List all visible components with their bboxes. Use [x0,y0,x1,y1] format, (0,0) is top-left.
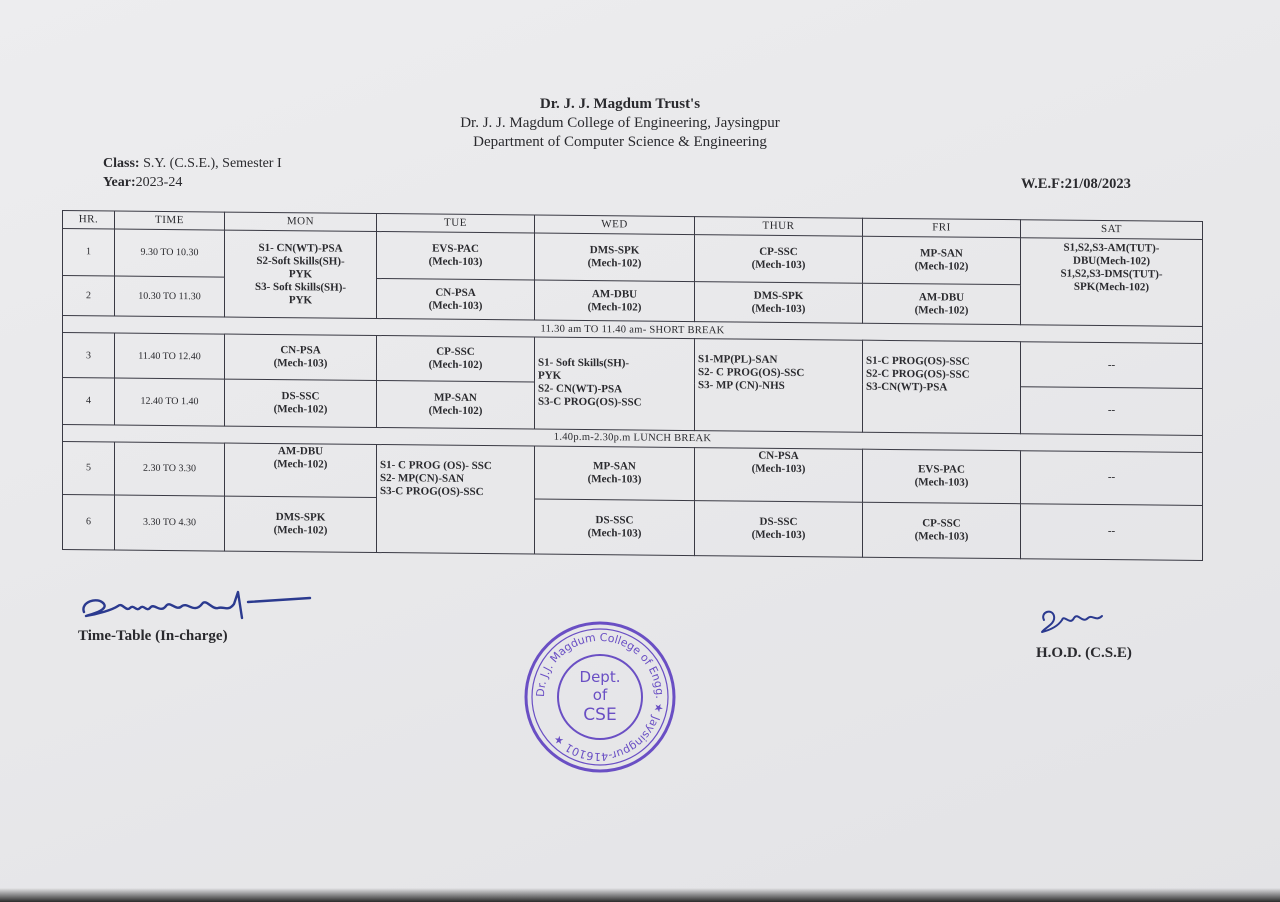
cell-line: CN-PSA [280,344,321,357]
cell-line: EVS-PAC [918,462,965,476]
table-row [63,494,1203,560]
cell-line: (Mech-103) [914,475,969,489]
time-cell: 11.40 TO 12.40 [115,333,225,379]
cell-line: (Mech-102) [428,404,483,417]
wed-slot-2 [535,280,695,322]
cell-line: DMS-SPK [589,244,640,257]
thur-slot-6 [695,500,863,557]
trust-name: Dr. J. J. Magdum Trust's [539,96,701,112]
cell-line: CN-PSA [758,449,799,462]
handwritten-signature-icon [78,584,318,626]
cell-line: SPK(Mech-102) [1073,280,1150,294]
cell-line: CP-SSC [922,517,961,530]
fri-slot-3-4 [863,340,1021,433]
fri-slot-1 [863,236,1021,284]
cell-line: AM-DBU [918,290,965,304]
time-cell: 2.30 TO 3.30 [115,442,225,496]
time-cell: 12.40 TO 1.40 [115,378,225,426]
sat-slot-5: -- [1021,450,1203,505]
cell-line: S1-MP(PL)-SAN [698,353,778,367]
thur-slot-1 [695,235,863,283]
time-cell: 9.30 TO 10.30 [115,229,225,277]
col-hr: HR. [63,211,115,230]
stamp-center-line: of [592,686,608,704]
hr-cell: 5 [63,441,115,495]
tue-slot-1 [377,232,535,280]
hod-signature-block [1036,606,1132,662]
class-line [103,154,282,173]
cell-line: (Mech-103) [751,302,806,315]
tue-slot-2 [377,278,535,320]
cell-line: (Mech-102) [587,256,642,270]
cell-line: (Mech-103) [587,472,642,486]
class-label: Class: [103,156,140,171]
sat-slot-1-2 [1021,238,1203,327]
cell-line: S2-Soft Skills(SH)- [256,254,345,268]
thur-slot-2 [695,281,863,323]
cell-line: (Mech-103) [273,357,328,370]
cell-line: S2- CN(WT)-PSA [538,382,623,396]
cell-line: S1- Soft Skills(SH)- [538,356,630,370]
cell-line: DMS-SPK [275,510,326,524]
cell-line: (Mech-102) [428,358,483,372]
mon-slot-4 [225,379,377,427]
class-info [103,154,282,192]
timetable-incharge-signature-block [78,584,318,645]
sat-slot-3: -- [1021,342,1203,388]
col-sat: SAT [1021,220,1203,240]
year-line [103,173,282,192]
class-value: S.Y. (C.S.E.), Semester I [139,156,282,171]
hr-cell: 4 [63,377,115,424]
tue-slot-5-6 [377,444,535,554]
fri-slot-6 [863,502,1021,559]
cell-line: AM-DBU [591,287,638,301]
cell-line: (Mech-103) [751,258,806,272]
cell-line: CP-SSC [436,345,475,358]
wed-slot-5 [535,446,695,501]
stamp-center-line: CSE [583,705,617,725]
cell-line: (Mech-103) [428,299,483,312]
wed-slot-1 [535,233,695,281]
time-cell: 3.30 TO 4.30 [115,495,225,551]
cell-line: EVS-PAC [432,242,479,255]
cell-line: MP-SAN [593,459,636,473]
timetable-incharge-label: Time-Table (In-charge) [78,628,228,644]
cell-line: S3- Soft Skills(SH)- [254,280,347,294]
wed-slot-6 [535,499,695,556]
year-value: 2023-24 [135,175,183,190]
hod-signature-icon [1036,606,1112,636]
cell-line: (Mech-103) [428,255,483,268]
cell-line: S2- MP(CN)-SAN [380,471,465,485]
mon-slot-6 [225,496,377,553]
cell-line: S1,S2,S3-AM(TUT)- [1063,241,1160,255]
bottom-shadow [0,888,1280,902]
sat-slot-6: -- [1021,503,1203,560]
sat-slot-4: -- [1021,387,1203,435]
mon-slot-3 [225,334,377,380]
short-break: 11.30 am TO 11.40 am- SHORT BREAK [63,316,1203,344]
cell-line: (Mech-103) [751,462,806,475]
fri-slot-5 [863,449,1021,504]
col-tue: TUE [377,214,535,234]
hr-cell: 3 [63,333,115,378]
wef-date: W.E.F:21/08/2023 [1021,176,1131,192]
cell-line: (Mech-103) [751,528,806,541]
cell-line: S2-C PROG(OS)-SSC [866,367,970,381]
cell-line: (Mech-102) [273,402,328,416]
mon-slot-5 [225,443,377,498]
hr-cell: 1 [63,229,115,276]
lunch-break: 1.40p.m-2.30p.m LUNCH BREAK [63,424,1203,452]
stamp-ring-text: Dr. J.J. Magdum College of Engg. ★ Jaysingpur-416101 ★ [533,630,667,764]
cell-line: CN-PSA [435,286,476,299]
cell-line: MP-SAN [920,247,963,260]
cell-line: (Mech-103) [914,530,969,543]
hr-cell: 2 [63,275,115,316]
department-name: Department of Computer Science & Engineering [473,134,767,150]
cell-line: PYK [288,267,313,281]
cell-line: DS-SSC [759,515,798,528]
wed-slot-3-4 [535,337,695,430]
cell-line: S1,S2,S3-DMS(TUT)- [1060,267,1163,281]
col-wed: WED [535,215,695,235]
cell-line: S2- C PROG(OS)-SSC [698,366,805,380]
cell-line: (Mech-102) [914,260,969,273]
col-mon: MON [225,212,377,232]
year-label: Year: [103,175,136,190]
college-name: Dr. J. J. Magdum College of Engineering, Jaysingpur [460,115,780,131]
cell-line: S3-CN(WT)-PSA [866,380,948,394]
timetable [62,210,1203,561]
col-thur: THUR [695,217,863,237]
hod-label: H.O.D. (C.S.E) [1036,645,1132,661]
cell-line: (Mech-102) [914,303,969,317]
cell-line: DBU(Mech-102) [1073,254,1150,268]
time-cell: 10.30 TO 11.30 [115,276,225,317]
cell-line: (Mech-102) [273,523,328,537]
cell-line: DS-SSC [595,513,634,527]
cell-line: AM-DBU [277,444,324,458]
cell-line: S1- C PROG (OS)- SSC [380,458,492,472]
cell-line: S1-C PROG(OS)-SSC [866,354,970,368]
tue-slot-3 [377,336,535,382]
table-row [63,229,1203,287]
cell-line: MP-SAN [434,391,477,404]
document-header [380,94,860,152]
cell-line: DMS-SPK [753,289,804,302]
cell-line: CP-SSC [759,245,798,259]
mon-slot-1-2 [225,230,377,319]
department-stamp [521,618,679,776]
stamp-center-line: Dept. [579,668,621,686]
hr-cell: 6 [63,494,115,550]
cell-line: (Mech-103) [587,526,642,540]
col-fri: FRI [863,218,1021,238]
thur-slot-5 [695,447,863,502]
cell-line: DS-SSC [281,389,320,403]
cell-line: (Mech-102) [587,300,642,314]
col-time: TIME [115,211,225,230]
cell-line: S3- MP (CN)-NHS [698,379,785,393]
cell-line: PYK [288,293,313,307]
tue-slot-4 [377,380,535,428]
fri-slot-2 [863,283,1021,325]
cell-line: S3-C PROG(OS)-SSC [380,484,484,498]
cell-line: (Mech-102) [273,457,328,471]
cell-line: S3-C PROG(OS)-SSC [538,395,642,409]
cell-line: PYK [538,369,562,383]
cell-line: S1- CN(WT)-PSA [258,241,343,255]
thur-slot-3-4 [695,339,863,432]
